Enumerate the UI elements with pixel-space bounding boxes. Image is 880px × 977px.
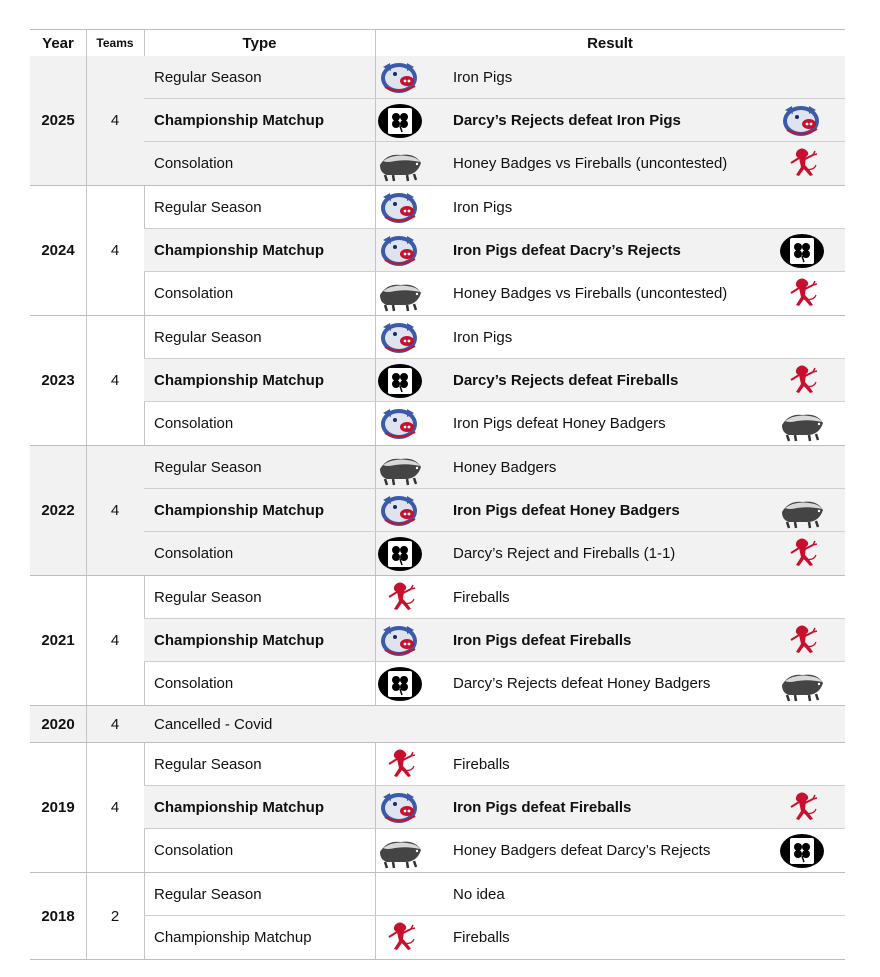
- result-row: [144, 316, 845, 359]
- result-type: Championship Matchup: [154, 929, 312, 946]
- season-teams: 2: [110, 907, 120, 925]
- result-row: [144, 576, 845, 619]
- season-group-2025: [30, 56, 845, 186]
- result-row: [144, 786, 845, 829]
- result-type: Consolation: [154, 155, 234, 172]
- result-row: [144, 142, 845, 185]
- season-teams: 4: [86, 56, 144, 185]
- season-teams: 4: [110, 242, 120, 259]
- devil-logo-icon: [779, 145, 825, 183]
- result-text: Honey Badgers: [453, 459, 557, 476]
- season-year: 2025: [30, 56, 86, 185]
- season-teams: 4: [110, 372, 120, 389]
- season-year: 2018: [41, 907, 75, 925]
- season-year: 2021: [41, 632, 75, 649]
- result-row: [144, 532, 845, 575]
- result-type: Regular Season: [154, 69, 262, 86]
- result-row: [144, 489, 845, 532]
- result-row: [144, 402, 845, 445]
- clover-logo-icon: [377, 535, 423, 573]
- header-result: Result: [587, 34, 633, 52]
- result-text: Fireballs: [453, 929, 510, 946]
- result-row: [144, 446, 845, 489]
- result-type: Consolation: [154, 545, 234, 562]
- pig-logo-icon: [377, 622, 423, 660]
- result-row: [144, 229, 845, 272]
- season-group-2022: [30, 446, 845, 576]
- result-row: [144, 99, 845, 142]
- result-type: Championship Matchup: [154, 632, 324, 649]
- clover-logo-icon: [377, 362, 423, 400]
- season-group-2020: [30, 706, 845, 743]
- season-teams: 4: [86, 706, 144, 742]
- result-text: Fireballs: [453, 589, 510, 606]
- result-type: Championship Matchup: [154, 112, 324, 129]
- result-row: [144, 662, 845, 705]
- result-text: Iron Pigs: [453, 199, 513, 216]
- season-group-2024: [30, 186, 845, 316]
- devil-logo-icon: [377, 919, 423, 957]
- devil-logo-icon: [779, 535, 825, 573]
- devil-logo-icon: [377, 746, 423, 784]
- result-text: Honey Badges vs Fireballs (uncontested): [453, 285, 728, 302]
- result-type: Championship Matchup: [154, 242, 324, 259]
- result-text: Darcy’s Rejects defeat Honey Badgers: [453, 675, 711, 692]
- devil-logo-icon: [779, 789, 825, 827]
- result-row: [144, 272, 845, 315]
- pig-logo-icon: [377, 232, 423, 270]
- result-type: Regular Season: [154, 199, 262, 216]
- season-teams: 4: [110, 799, 120, 816]
- result-text: Iron Pigs defeat Fireballs: [453, 632, 632, 649]
- season-group-2018: [30, 873, 845, 960]
- result-type: Consolation: [154, 285, 234, 302]
- season-teams: 4: [86, 446, 144, 575]
- result-text: Darcy’s Rejects defeat Iron Pigs: [453, 112, 681, 129]
- season-group-2019: [30, 743, 845, 873]
- pig-logo-icon: [377, 789, 423, 827]
- header-type: Type: [242, 34, 277, 52]
- clover-logo-icon: [377, 102, 423, 140]
- result-type: Regular Season: [154, 886, 262, 903]
- result-type: Regular Season: [154, 589, 262, 606]
- pig-logo-icon: [779, 102, 825, 140]
- result-type: Consolation: [154, 675, 234, 692]
- header-teams: Teams: [96, 36, 134, 50]
- header-year: Year: [42, 34, 74, 52]
- result-text: Iron Pigs defeat Honey Badgers: [453, 502, 680, 519]
- badger-logo-icon: [377, 275, 423, 313]
- result-text: Honey Badges vs Fireballs (uncontested): [453, 155, 728, 172]
- result-row: [144, 619, 845, 662]
- result-text: Iron Pigs defeat Dacry’s Rejects: [453, 242, 681, 259]
- result-type: Consolation: [154, 842, 234, 859]
- badger-logo-icon: [779, 405, 825, 443]
- result-text: No idea: [453, 886, 505, 903]
- result-text: Iron Pigs: [453, 329, 513, 346]
- result-row: [144, 186, 845, 229]
- pig-logo-icon: [377, 59, 423, 97]
- clover-logo-icon: [779, 232, 825, 270]
- season-group-2023: [30, 316, 845, 446]
- pig-logo-icon: [377, 492, 423, 530]
- devil-logo-icon: [779, 275, 825, 313]
- result-type: Championship Matchup: [154, 799, 324, 816]
- season-group-2021: [30, 576, 845, 706]
- season-year: 2019: [41, 799, 75, 816]
- result-type: Championship Matchup: [154, 372, 324, 389]
- season-teams: 4: [110, 632, 120, 649]
- season-year: 2023: [41, 372, 75, 389]
- clover-logo-icon: [377, 665, 423, 703]
- badger-logo-icon: [377, 832, 423, 870]
- pig-logo-icon: [377, 189, 423, 227]
- result-text: Iron Pigs defeat Fireballs: [453, 799, 632, 816]
- result-type: Consolation: [154, 415, 234, 432]
- result-type: Championship Matchup: [154, 502, 324, 519]
- result-text: Honey Badgers defeat Darcy’s Rejects: [453, 842, 711, 859]
- result-row: [144, 829, 845, 872]
- devil-logo-icon: [779, 362, 825, 400]
- season-year: 2022: [30, 446, 86, 575]
- result-text: Iron Pigs: [453, 69, 513, 86]
- badger-logo-icon: [377, 145, 423, 183]
- result-type: Regular Season: [154, 756, 262, 773]
- season-year: 2024: [41, 242, 75, 259]
- pig-logo-icon: [377, 319, 423, 357]
- devil-logo-icon: [377, 579, 423, 617]
- pig-logo-icon: [377, 405, 423, 443]
- result-text: Darcy’s Rejects defeat Fireballs: [453, 372, 679, 389]
- result-text: Iron Pigs defeat Honey Badgers: [453, 415, 666, 432]
- result-row: [144, 743, 845, 786]
- result-text: Darcy’s Reject and Fireballs (1-1): [453, 545, 676, 562]
- season-year: 2020: [30, 706, 86, 742]
- result-type: Regular Season: [154, 329, 262, 346]
- badger-logo-icon: [779, 492, 825, 530]
- table-header: [30, 29, 845, 57]
- result-row: [144, 56, 845, 99]
- clover-logo-icon: [779, 832, 825, 870]
- result-text: Fireballs: [453, 756, 510, 773]
- badger-logo-icon: [377, 449, 423, 487]
- devil-logo-icon: [779, 622, 825, 660]
- cancelled-note: Cancelled - Covid: [144, 706, 845, 742]
- badger-logo-icon: [779, 665, 825, 703]
- result-row: [144, 873, 845, 916]
- result-row: [144, 359, 845, 402]
- result-type: Regular Season: [154, 459, 262, 476]
- result-row: [144, 916, 845, 959]
